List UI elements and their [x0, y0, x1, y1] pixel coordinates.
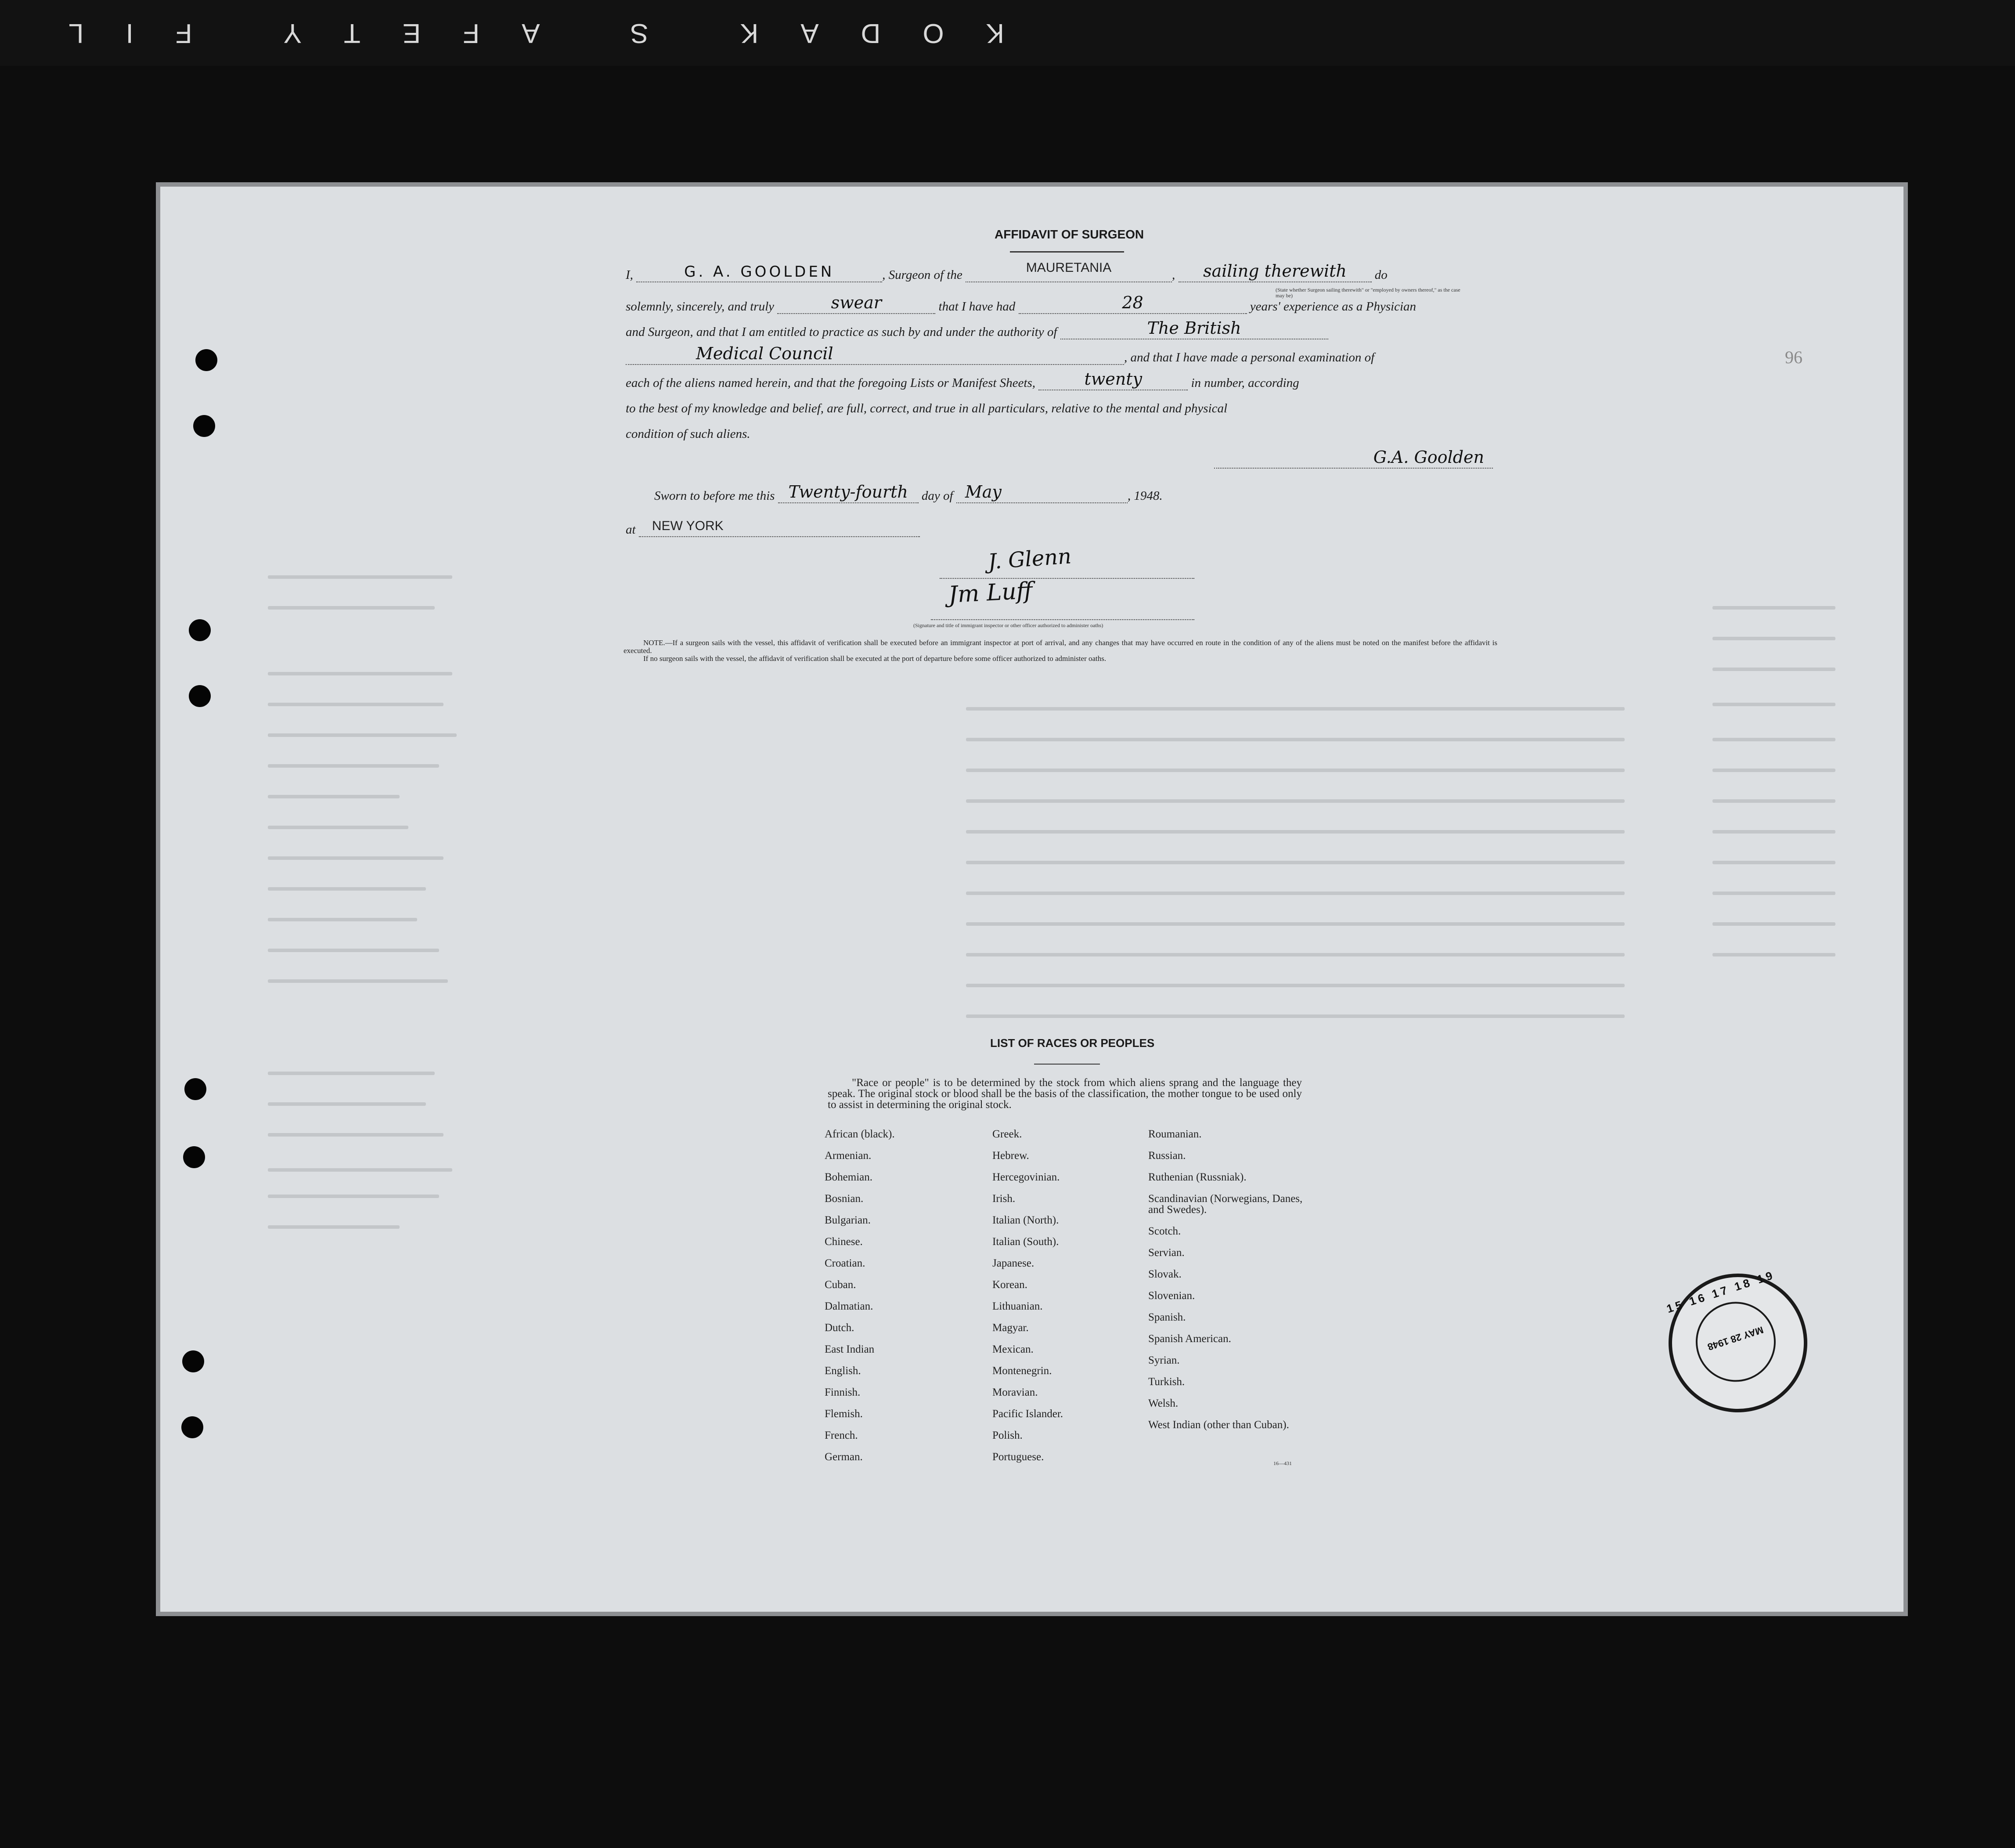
officer-caption: (Signature and title of immigrant inspector or other officer authorized to administer oaths) [913, 622, 1103, 628]
race-item: Bulgarian. [825, 1214, 871, 1226]
punch-hole [193, 415, 215, 437]
races-heading: LIST OF RACES OR PEOPLES [990, 1036, 1155, 1050]
race-item: Dalmatian. [825, 1300, 873, 1312]
race-item: Magyar. [992, 1322, 1029, 1334]
race-item: German. [825, 1451, 863, 1463]
surgeon-signature-line [1214, 450, 1493, 469]
film-edge-strip [0, 0, 2015, 66]
ship-name-field: MAURETANIA [966, 268, 1172, 282]
stamp-numbers: 15 16 17 18 19 [1665, 1268, 1777, 1316]
race-item: Spanish. [1148, 1311, 1186, 1323]
race-item: West Indian (other than Cuban). [1148, 1419, 1289, 1431]
race-item: Polish. [992, 1429, 1023, 1441]
race-item: Italian (North). [992, 1214, 1059, 1226]
race-item: East Indian [825, 1343, 875, 1355]
race-item: Slovak. [1148, 1268, 1182, 1280]
punch-hole [189, 619, 211, 641]
punch-hole [181, 1416, 203, 1438]
film-edge-text: KODAK S AFETY FIL [26, 18, 1004, 48]
race-item: Spanish American. [1148, 1333, 1231, 1345]
race-item: Russian. [1148, 1150, 1186, 1162]
race-item: Bosnian. [825, 1193, 864, 1205]
races-heading-rule [1034, 1064, 1100, 1065]
punch-hole [182, 1350, 204, 1372]
race-item: Hercegovinian. [992, 1171, 1060, 1183]
race-item: African (black). [825, 1128, 895, 1140]
place-field: NEW YORK [639, 523, 920, 537]
surgeon-name-field: G. A. GOOLDEN [636, 268, 882, 282]
race-item: Lithuanian. [992, 1300, 1043, 1312]
authority-field-continued: Medical Council [626, 351, 1124, 365]
page-number: 96 [1785, 347, 1802, 367]
race-item: Bohemian. [825, 1171, 873, 1183]
stamp-date: MAY 28 1948 [1706, 1324, 1765, 1353]
race-item: Portuguese. [992, 1451, 1044, 1463]
affidavit-line-4: Medical Council , and that I have made a personal examination of [626, 350, 1374, 365]
race-item: Servian. [1148, 1247, 1185, 1259]
sworn-line: Sworn to before me this Twenty-fourth day of May , 1948. [654, 482, 1163, 503]
race-item: Chinese. [825, 1236, 863, 1248]
race-item: Moravian. [992, 1386, 1038, 1398]
race-item: Syrian. [1148, 1354, 1180, 1366]
races-intro: "Race or people" is to be determined by the stock from which aliens sprang and the language they speak. The original stock or blood shall be the basis of the classification, the mother tongue to be used only to assist in determining the original stock. [828, 1077, 1302, 1111]
authority-field: The British [1060, 325, 1328, 339]
races-column-3 [1148, 1129, 1306, 1452]
race-item: Finnish. [825, 1386, 861, 1398]
race-item: Japanese. [992, 1257, 1035, 1269]
officer-signature-2: Jm Luff [948, 578, 1033, 608]
race-item: Montenegrin. [992, 1365, 1052, 1377]
affidavit-line-7: condition of such aliens. [626, 427, 750, 441]
race-item: Ruthenian (Russniak). [1148, 1171, 1247, 1183]
race-item: Welsh. [1148, 1397, 1179, 1409]
race-item: Flemish. [825, 1408, 863, 1420]
punch-hole [189, 685, 211, 707]
races-column-1 [825, 1129, 895, 1473]
race-item: Cuban. [825, 1279, 856, 1291]
race-item: Scandinavian (Norwegians, Danes, and Swedes). [1148, 1193, 1303, 1216]
years-field: 28 [1019, 300, 1247, 314]
surgeon-signature: G.A. Goolden [1214, 450, 1493, 469]
punch-hole [183, 1146, 205, 1168]
affidavit-line-1: I, G. A. GOOLDEN , Surgeon of the MAURETANIA , sailing therewith do [626, 260, 1388, 282]
sworn-month-field: May [956, 489, 1128, 503]
race-item: English. [825, 1365, 861, 1377]
race-item: Irish. [992, 1193, 1016, 1205]
form-code: 16—431 [1273, 1460, 1292, 1466]
note-line-2: If no surgeon sails with the vessel, the affidavit of verification shall be executed at the port of departure before some officer authorized to administer oaths. [643, 654, 1107, 663]
race-item: Croatian. [825, 1257, 865, 1269]
race-item: French. [825, 1429, 858, 1441]
note-line-1: NOTE.—If a surgeon sails with the vessel, this affidavit of verification shall be executed before an immigrant inspector at port of arrival, and any changes that may have occurred en route in the condition of any of the aliens must be noted on the manifest before the affidavit is executed. [624, 639, 1497, 655]
race-item: Korean. [992, 1279, 1027, 1291]
sailing-status-field: sailing therewith [1179, 268, 1372, 282]
affidavit-line-3: and Surgeon, and that I am entitled to practice as such by and under the authority of The British [626, 325, 1328, 339]
sworn-day-field: Twenty-fourth [778, 489, 919, 503]
affidavit-line-6: to the best of my knowledge and belief, are full, correct, and true in all particulars, relative to the mental and physical [626, 401, 1228, 415]
race-item: Hebrew. [992, 1150, 1029, 1162]
race-item: Italian (South). [992, 1236, 1059, 1248]
heading-rule [1010, 251, 1124, 253]
sheet-count-field: twenty [1038, 376, 1188, 390]
place-line: at NEW YORK [626, 523, 920, 537]
race-item: Turkish. [1148, 1376, 1185, 1388]
sailing-status-note: (State whether Surgeon sailing therewith" or "employed by owners thereof," as the case may be) [1276, 287, 1460, 299]
oath-field: swear [777, 300, 935, 314]
race-item: Mexican. [992, 1343, 1034, 1355]
race-item: Slovenian. [1148, 1290, 1195, 1302]
affidavit-line-5: each of the aliens named herein, and that the foregoing Lists or Manifest Sheets, twenty in number, according [626, 369, 1299, 390]
race-item: Dutch. [825, 1322, 854, 1334]
race-item: Pacific Islander. [992, 1408, 1063, 1420]
race-item: Roumanian. [1148, 1128, 1202, 1140]
races-column-2 [992, 1129, 1063, 1473]
affidavit-line-2: solemnly, sincerely, and truly swear that I have had 28 years' experience as a Physician [626, 293, 1417, 314]
surgeon-note [624, 639, 1497, 663]
race-item: Scotch. [1148, 1225, 1181, 1237]
race-item: Armenian. [825, 1150, 872, 1162]
punch-hole [195, 349, 217, 371]
officer-signature-1: J. Glenn [987, 544, 1072, 574]
affidavit-heading: AFFIDAVIT OF SURGEON [995, 227, 1144, 241]
punch-hole [184, 1078, 206, 1100]
race-item: Greek. [992, 1128, 1022, 1140]
